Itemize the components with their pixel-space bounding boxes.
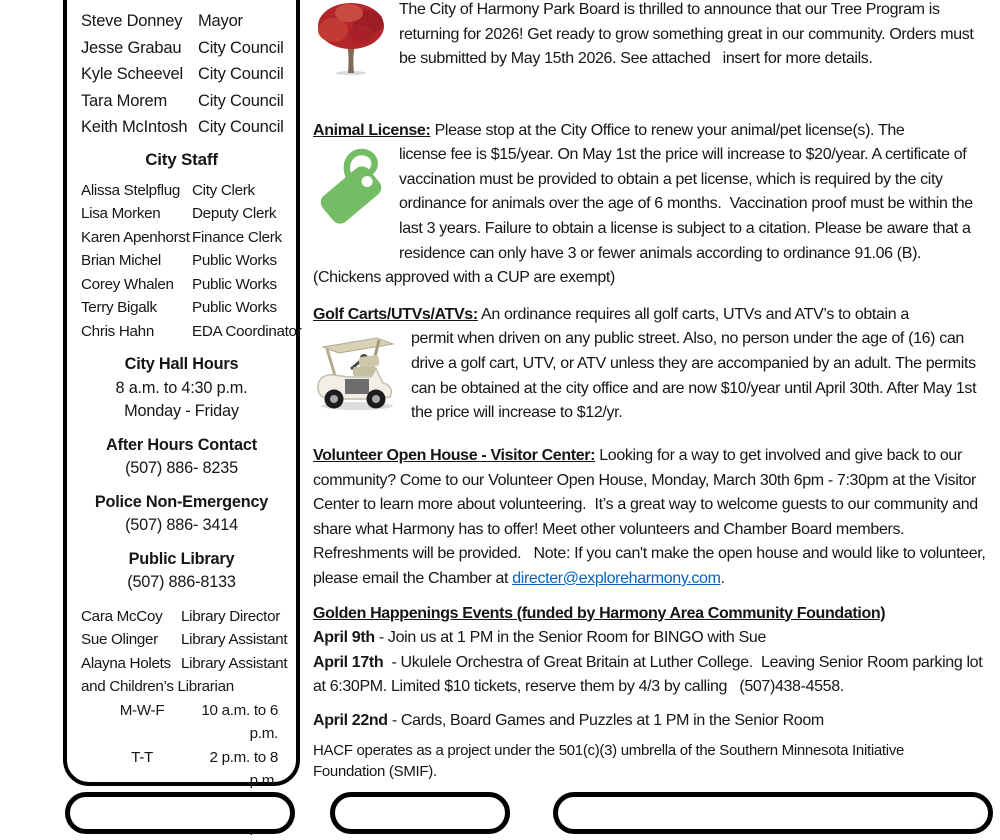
event-date: April 22nd xyxy=(313,711,388,729)
library-hours-row xyxy=(81,699,292,746)
staff-name: Alissa Stelpflug xyxy=(81,181,181,199)
staff-list xyxy=(81,179,302,344)
section-line: (507) 886- 8235 xyxy=(125,459,238,477)
library-staff-row xyxy=(81,652,292,676)
library-staff-list xyxy=(81,605,292,699)
event-date: April 17th xyxy=(313,653,384,671)
staff-row xyxy=(81,202,292,226)
event-row xyxy=(313,651,993,700)
golden-happenings-section xyxy=(313,602,993,783)
hours-days: M-W-F xyxy=(119,701,165,719)
golf-carts-paragraph xyxy=(313,303,993,434)
official-role: City Council xyxy=(198,65,284,83)
library-staff-name: Cara McCoy xyxy=(81,607,163,625)
staff-row xyxy=(81,320,302,344)
staff-name: Chris Hahn xyxy=(81,322,154,340)
red-tree-image xyxy=(313,0,389,83)
hours-time: 2 p.m. to 8 p.m. xyxy=(209,748,278,789)
official-name: Keith McIntosh xyxy=(81,118,188,136)
staff-role: City Clerk xyxy=(192,181,255,199)
staff-role: Deputy Clerk xyxy=(192,205,277,222)
golf-cart-image xyxy=(313,329,401,422)
public-library-section xyxy=(81,548,292,595)
staff-name: Terry Bigalk xyxy=(81,299,157,316)
event-date: April 9th xyxy=(313,629,375,647)
staff-row xyxy=(81,179,292,203)
animal-license-paragraph xyxy=(313,119,993,291)
library-hours-row xyxy=(81,746,292,793)
staff-name: Lisa Morken xyxy=(81,205,161,222)
golden-happenings-heading: Golden Happenings Events (funded by Harmony Area Community Foundation) xyxy=(313,604,886,622)
bottom-box-middle xyxy=(330,792,510,834)
official-row xyxy=(81,88,292,115)
official-row xyxy=(81,8,292,35)
library-staff-role: Library Assistant xyxy=(181,654,288,672)
golf-carts-heading: Golf Carts/UTVs/ATVs: xyxy=(313,305,478,323)
city-hall-hours-section xyxy=(81,353,292,424)
volunteer-text: Looking for a way to get involved and give back to our community? Come to our Volunteer Open House, Monday, March 30th 6pm - 7:30pm at the Visitor Center to learn more about volunteering. It’s a great way to welcome guests to our community and share what Harmony has to offer! Meet other volunteers and Chamber Board members. Refreshments will be provided. Note: If you can't make the open house and would like to volunteer, please email the Chamber at xyxy=(313,446,990,587)
staff-name: Brian Michel xyxy=(81,252,161,269)
staff-row xyxy=(81,226,292,250)
staff-name: Corey Whalen xyxy=(81,275,174,293)
volunteer-text-end: . xyxy=(720,569,725,587)
golf-carts-text: permit when driven on any public street. Also, no person under the age of (16) can drive a golf cart, UTV, or ATV unless they are accompanied by an adult. The permits can be obtained at the city office and are now $10/year until April 30th. After May 1st the price will increase to $12/yr. xyxy=(411,330,981,422)
staff-role: Finance Clerk xyxy=(192,228,282,246)
staff-role: EDA Coordinator xyxy=(192,322,302,340)
tree-program-paragraph xyxy=(313,0,993,107)
library-staff-role: Library Assistant xyxy=(181,631,288,648)
official-role: Mayor xyxy=(198,12,243,30)
staff-name: Karen Apenhorst xyxy=(81,228,190,246)
animal-license-heading: Animal License: xyxy=(313,121,431,139)
police-non-emergency-section xyxy=(81,491,292,538)
officials-list xyxy=(81,8,292,141)
event-row xyxy=(313,709,993,734)
section-line: Monday - Friday xyxy=(124,402,239,420)
section-line: (507) 886- 3414 xyxy=(125,516,238,534)
city-staff-heading: City Staff xyxy=(145,149,218,169)
official-name: Steve Donney xyxy=(81,12,183,30)
section-heading: Police Non-Emergency xyxy=(94,492,269,511)
staff-role: Public Works xyxy=(192,299,277,316)
tree-program-text: The City of Harmony Park Board is thrilled to announce that our Tree Program is returning for 2026! Get ready to grow something great in our community. Orders must be submitted by May 15th 2026. See attached insert for more details. xyxy=(399,1,978,68)
official-role: City Council xyxy=(198,38,284,57)
volunteer-paragraph xyxy=(313,444,993,592)
section-heading: City Hall Hours xyxy=(124,355,239,373)
section-heading: Public Library xyxy=(128,549,235,568)
green-tag-icon xyxy=(313,145,387,232)
bottom-box-right xyxy=(553,792,993,834)
event-text: - Cards, Board Games and Puzzles at 1 PM in the Senior Room xyxy=(387,711,824,729)
volunteer-heading: Volunteer Open House - Visitor Center: xyxy=(313,446,596,464)
hours-days: T-T xyxy=(131,748,153,766)
section-line: (507) 886-8133 xyxy=(127,573,236,591)
official-role: City Council xyxy=(198,118,284,136)
animal-license-wrap xyxy=(313,143,993,291)
official-role: City Council xyxy=(198,91,284,110)
event-text: - Ukulele Orchestra of Great Britain at Luther College. Leaving Senior Room parking lot at 6:30PM. Limited $10 tickets, reserve them by 4/3 by calling (507)438-4558. xyxy=(313,653,987,696)
event-text: - Join us at 1 PM in the Senior Room for BINGO with Sue xyxy=(374,629,766,647)
event-row xyxy=(313,626,993,651)
golf-carts-line1: An ordinance requires all golf carts, UTVs and ATV’s to obtain a xyxy=(477,305,909,323)
staff-row xyxy=(81,249,292,273)
official-row xyxy=(81,114,292,141)
hacf-footnote: HACF operates as a project under the 501(c)(3) umbrella of the Southern Minnesota Initiative Foundation (SMIF). xyxy=(313,742,908,780)
animal-license-line1: Please stop at the City Office to renew your animal/pet license(s). The xyxy=(430,121,905,139)
library-staff-name: Sue Olinger xyxy=(81,631,158,648)
library-staff-role: Library Director xyxy=(181,607,281,625)
library-staff-row xyxy=(81,605,292,629)
library-staff-row xyxy=(81,628,292,652)
staff-row xyxy=(81,296,292,320)
official-row xyxy=(81,61,292,88)
library-staff-continuation: and Children’s Librarian xyxy=(81,678,234,695)
official-name: Kyle Scheevel xyxy=(81,65,183,83)
bottom-box-left xyxy=(65,792,295,834)
staff-row xyxy=(81,273,292,297)
sidebar-box xyxy=(63,0,302,789)
email-link[interactable]: directer@exploreharmony.com xyxy=(512,569,721,587)
event-spacer xyxy=(313,700,993,709)
hours-time: 10 a.m. to 6 p.m. xyxy=(201,701,278,742)
section-heading: After Hours Contact xyxy=(106,435,257,454)
official-name: Jesse Grabau xyxy=(81,38,182,57)
golf-carts-wrap xyxy=(313,327,993,434)
staff-role: Public Works xyxy=(192,275,277,293)
official-name: Tara Morem xyxy=(81,91,168,110)
animal-license-text: license fee is $15/year. On May 1st the price will increase to $20/year. A certificate of vaccination must be provided to obtain a pet license, which is required by the city ordinance for animals over the age of 6 months. Vaccination proof must be within the last 3 years. Failure to obtain a license is subject to a citation. Please be aware that a residence can only have 3 or fewer animals according to ordinance 91.06 (B). (Chickens approved with a CUP are exempt) xyxy=(313,146,977,287)
main-content xyxy=(313,0,993,782)
library-staff-name: Alayna Holets xyxy=(81,654,171,672)
section-line: 8 a.m. to 4:30 p.m. xyxy=(115,378,248,397)
after-hours-contact-section xyxy=(81,434,292,481)
official-row xyxy=(81,35,292,62)
staff-role: Public Works xyxy=(192,252,277,269)
